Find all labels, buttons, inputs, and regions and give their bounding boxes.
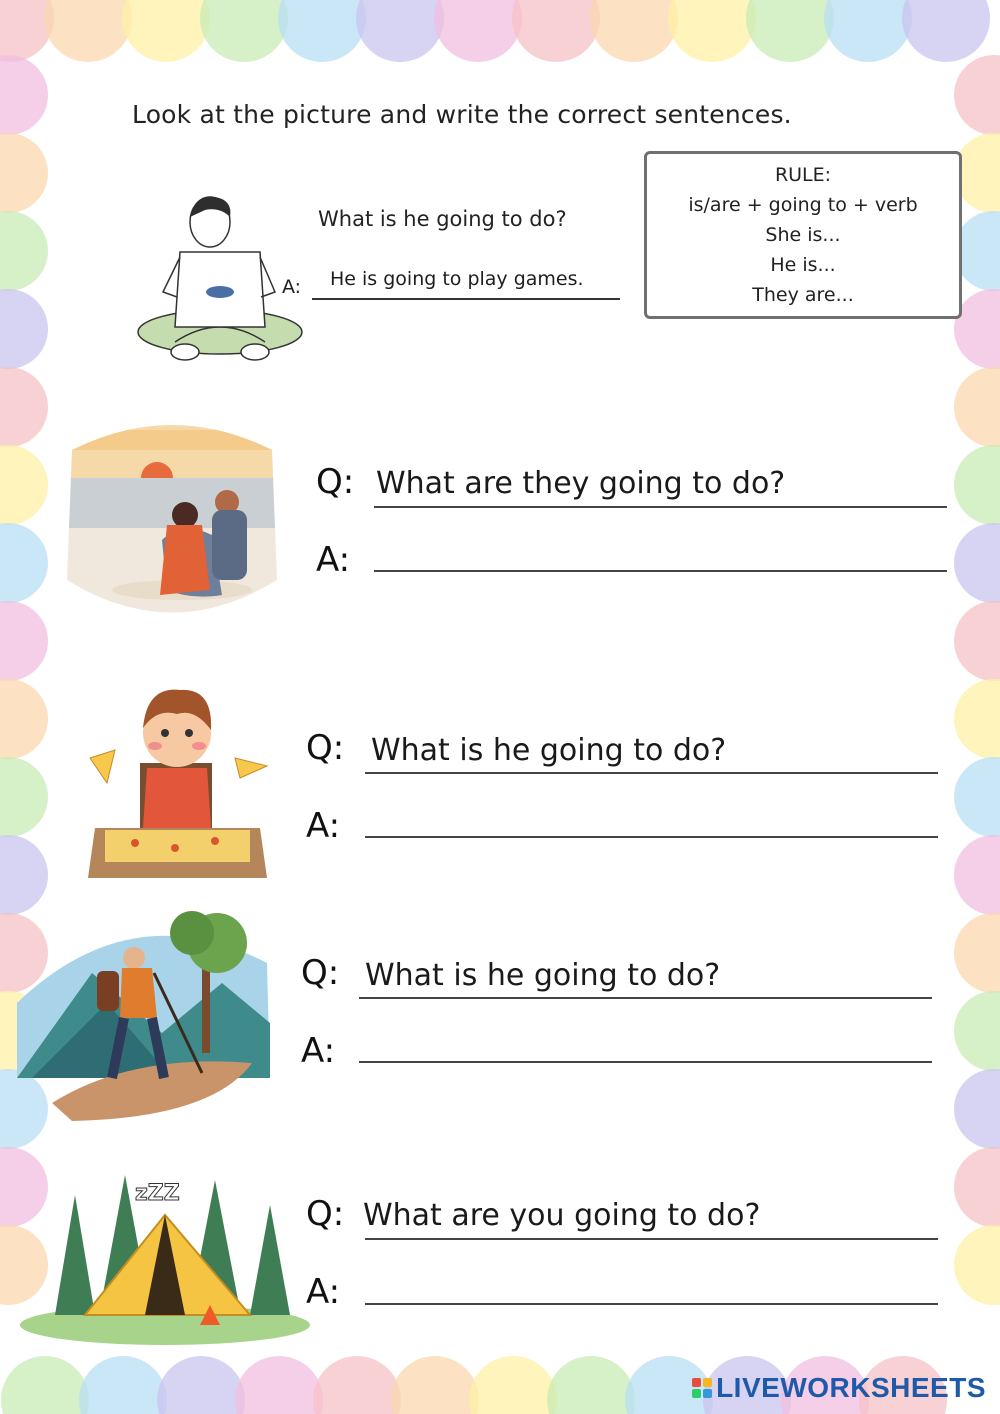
instruction-text: Look at the picture and write the correct sentences.: [132, 100, 792, 129]
border-dot: [954, 757, 1000, 837]
border-dot: [469, 1356, 557, 1414]
question-line-1: [374, 506, 947, 508]
logo-square-4: [703, 1389, 712, 1398]
border-dot: [954, 835, 1000, 915]
example-answer-line: [312, 298, 620, 300]
q-label-3: Q:: [301, 953, 340, 993]
border-dot: [1, 1356, 89, 1414]
border-dot: [954, 367, 1000, 447]
border-dot: [200, 0, 288, 62]
border-dot: [824, 0, 912, 62]
example-boy-gaming-illustration: [135, 192, 305, 370]
border-dot: [235, 1356, 323, 1414]
border-dot: [954, 523, 1000, 603]
border-dot: [590, 0, 678, 62]
border-dot: [278, 0, 366, 62]
q-label-2: Q:: [306, 728, 345, 768]
question-3: What is he going to do?: [365, 958, 721, 993]
rule-line-2: She is...: [765, 224, 841, 246]
svg-text:zZZ: zZZ: [135, 1181, 180, 1206]
border-dot: [954, 445, 1000, 525]
border-dot: [122, 0, 210, 62]
border-dot: [668, 0, 756, 62]
border-dot: [356, 0, 444, 62]
q-label-1: Q:: [316, 462, 355, 502]
border-dot: [391, 1356, 479, 1414]
border-dot: [954, 1225, 1000, 1305]
border-dot: [0, 445, 48, 525]
a-label-4: A:: [306, 1272, 341, 1312]
example-answer: He is going to play games.: [330, 268, 584, 290]
question-line-2: [365, 772, 938, 774]
boy-eating-pizza-illustration: [85, 678, 270, 884]
question-line-3: [359, 997, 932, 999]
couple-sunset-illustration: [62, 410, 282, 628]
answer-line-2[interactable]: [365, 836, 938, 838]
border-dot: [434, 0, 522, 62]
border-dot: [0, 211, 48, 291]
border-dot: [746, 0, 834, 62]
question-1: What are they going to do?: [376, 466, 786, 501]
tent-camping-illustration: [15, 1155, 315, 1347]
border-dot: [954, 601, 1000, 681]
border-dot: [44, 0, 132, 62]
a-label-3: A:: [301, 1031, 336, 1071]
rule-box: [644, 151, 962, 319]
answer-line-4[interactable]: [365, 1303, 938, 1305]
border-dot: [0, 289, 48, 369]
rule-line-1: is/are + going to + verb: [688, 194, 918, 216]
logo-square-2: [703, 1378, 712, 1387]
a-label-2: A:: [306, 806, 341, 846]
border-dot: [954, 55, 1000, 135]
border-dot: [0, 523, 48, 603]
border-dot: [0, 367, 48, 447]
liveworksheets-logo-icon: [692, 1378, 712, 1398]
border-dot: [0, 133, 48, 213]
logo-square-3: [692, 1389, 701, 1398]
border-dot: [0, 55, 48, 135]
hiker-mountain-illustration: [12, 903, 274, 1125]
question-2: What is he going to do?: [371, 733, 727, 768]
rule-title: RULE:: [774, 164, 832, 186]
border-dot: [157, 1356, 245, 1414]
rule-line-4: They are...: [752, 284, 854, 306]
border-dot: [313, 1356, 401, 1414]
answer-line-3[interactable]: [359, 1061, 932, 1063]
question-line-4: [365, 1238, 938, 1240]
a-label-1: A:: [316, 540, 351, 580]
border-dot: [954, 991, 1000, 1071]
question-4: What are you going to do?: [363, 1198, 761, 1233]
border-dot: [0, 601, 48, 681]
example-question: What is he going to do?: [318, 207, 567, 231]
example-answer-label: A:: [282, 276, 302, 298]
border-dot: [547, 1356, 635, 1414]
border-dot: [902, 0, 990, 62]
logo-square-1: [692, 1378, 701, 1387]
liveworksheets-brand: LIVEWORKSHEETS: [716, 1372, 986, 1403]
border-dot: [954, 1147, 1000, 1227]
border-dot: [79, 1356, 167, 1414]
q-label-4: Q:: [306, 1194, 345, 1234]
border-dot: [0, 757, 48, 837]
border-dot: [512, 0, 600, 62]
rule-line-3: He is...: [770, 254, 836, 276]
border-dot: [954, 679, 1000, 759]
answer-line-1[interactable]: [374, 570, 947, 572]
border-dot: [954, 913, 1000, 993]
border-dot: [0, 679, 48, 759]
liveworksheets-watermark[interactable]: [692, 1372, 986, 1404]
border-dot: [954, 1069, 1000, 1149]
